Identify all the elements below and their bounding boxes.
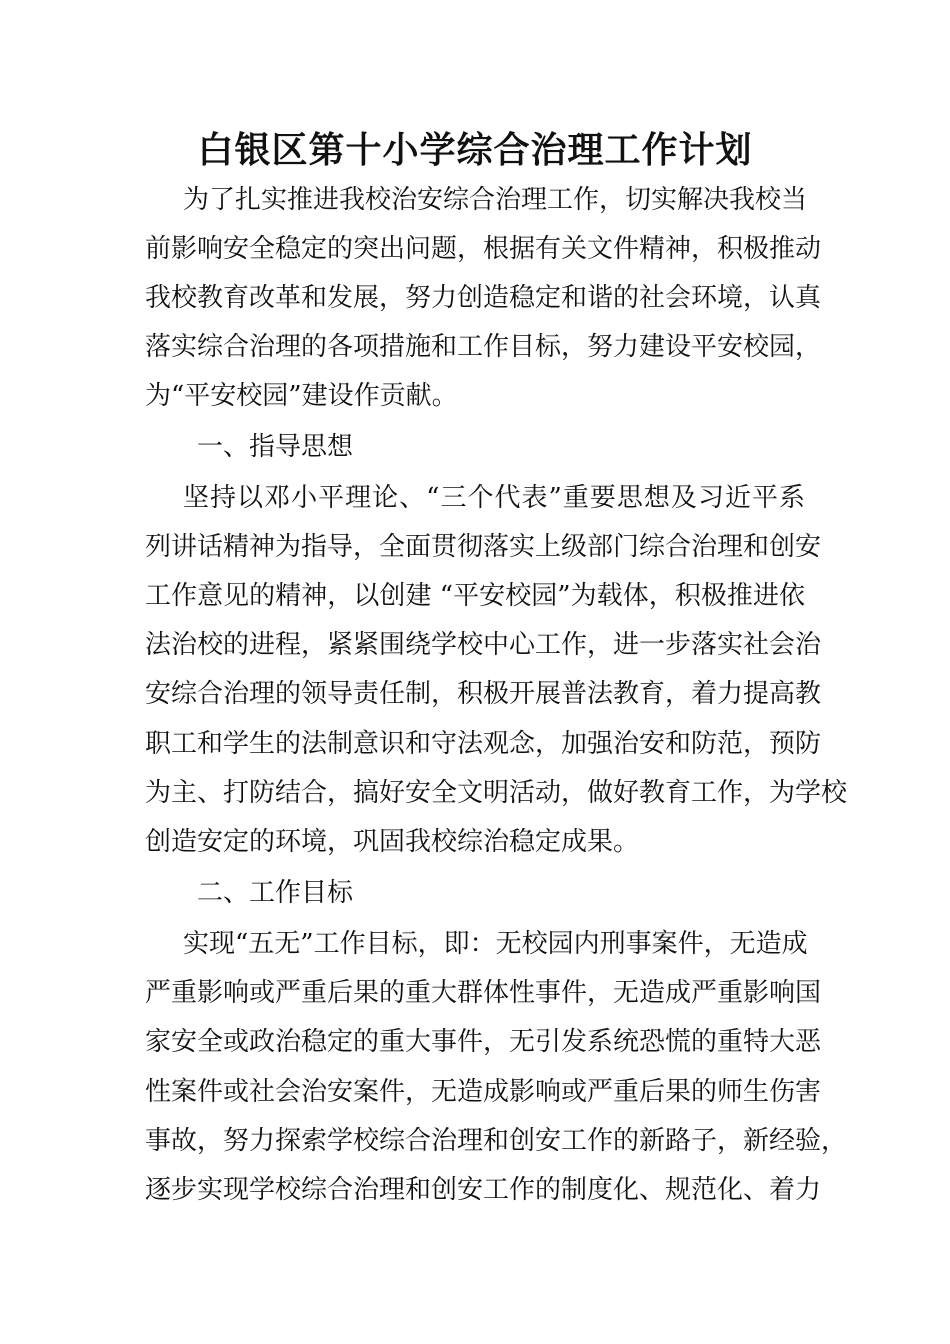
section2-line: 实现“五无”工作目标，即：无校园内刑事案件，无造成 (183, 929, 808, 959)
section1-line: 职工和学生的法制意识和守法观念，加强治安和防范，预防 (145, 729, 822, 759)
section1-line: 法治校的进程，紧紧围绕学校中心工作，进一步落实社会治 (145, 630, 822, 660)
intro-line: 为“平安校园”建设作贡献。 (145, 381, 458, 411)
section1-line: 坚持以邓小平理论、“三个代表”重要思想及习近平系 (183, 483, 805, 513)
section2-line: 性案件或社会治安案件，无造成影响或严重后果的师生伤害 (145, 1077, 822, 1107)
document-title: 白银区第十小学综合治理工作计划 (197, 130, 753, 171)
intro-line: 我校教育改革和发展，努力创造稳定和谐的社会环境，认真 (145, 283, 822, 313)
section-heading-work-goals: 二、工作目标 (197, 878, 354, 908)
section-heading-guiding-ideology: 一、指导思想 (197, 432, 354, 462)
section2-line: 家安全或政治稳定的重大事件，无引发系统恐慌的重特大恶 (145, 1027, 822, 1057)
intro-line: 前影响安全稳定的突出问题，根据有关文件精神，积极推动 (145, 234, 822, 264)
section2-line: 逐步实现学校综合治理和创安工作的制度化、规范化、着力 (145, 1175, 822, 1205)
section1-line: 创造安定的环境，巩固我校综治稳定成果。 (145, 827, 640, 857)
section1-line: 列讲话精神为指导，全面贯彻落实上级部门综合治理和创安 (145, 532, 822, 562)
intro-line: 为了扎实推进我校治安综合治理工作，切实解决我校当 (183, 185, 808, 215)
section1-line: 工作意见的精神，以创建 “平安校园”为载体，积极推进依 (145, 581, 805, 611)
section2-line: 严重影响或严重后果的重大群体性事件，无造成严重影响国 (145, 978, 822, 1008)
section2-line: 事故，努力探索学校综合治理和创安工作的新路子，新经验， (145, 1126, 848, 1156)
section1-line: 为主、打防结合，搞好安全文明活动，做好教育工作，为学校 (145, 778, 848, 808)
section1-line: 安综合治理的领导责任制，积极开展普法教育，着力提高教 (145, 679, 822, 709)
intro-line: 落实综合治理的各项措施和工作目标，努力建设平安校园， (145, 332, 822, 362)
